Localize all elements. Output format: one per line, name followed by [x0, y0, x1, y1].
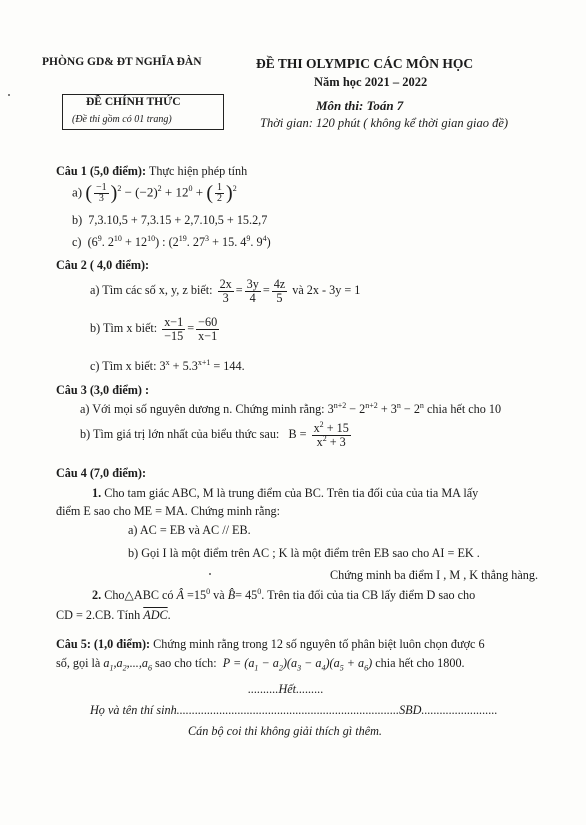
q1-title: Câu 1 (5,0 điểm):	[56, 164, 147, 178]
q5-title: Câu 5: (1,0 điểm):	[56, 637, 151, 651]
q3-b: b) Tìm giá trị lớn nhất của biểu thức sau: B = $\frac{x^2 + 15}{x^2 + 3}$	[80, 419, 349, 449]
q2-a-tail: và 2x - 3y = 1	[292, 283, 361, 298]
q4-p2-text-a: Cho	[104, 588, 125, 602]
q1-a-label: a)	[72, 184, 83, 200]
q4-p2-num: 2.	[92, 588, 102, 602]
q4-p1-num: 1.	[92, 486, 102, 500]
q4-p2-line2: CD = 2.CB. Tính $\overline{ADC}$.	[56, 608, 171, 622]
q4-title: Câu 4 (7,0 điểm):	[56, 466, 147, 480]
official-label: ĐỀ CHÍNH THỨC	[86, 96, 181, 108]
scan-dot	[8, 94, 10, 96]
q4-p2: 2. Cho△ABC có Â $=15^0$ và B̂= $45^0$. Trên tia đối của tia CB lấy điểm D sao cho	[92, 586, 476, 602]
end-mark: ..........Hết.........	[248, 682, 324, 696]
q1-c-label: c)	[72, 235, 82, 249]
q2-c-text: c) Tìm x biết:	[90, 359, 157, 373]
q1-a: a) ( $\frac{-1}{3}$ )$^2 - (-2)^2 + 12^0$ + ( $\frac{1}{2}$ )$^2$	[72, 181, 237, 204]
exam-title: ĐỀ THI OLYMPIC CÁC MÔN HỌC	[256, 56, 474, 71]
candidate-line: Họ và tên thí sinh.........................................................................SBD.........................	[90, 703, 498, 717]
q2-a: a) Tìm các số x, y, z biết: $\frac{2x}{3}$ = $\frac{3y}{4}$ = $\frac{4z}{5}$ và 2x - 3y = 1	[90, 277, 361, 305]
q4-p1-text: Cho tam giác ABC, M là trung điểm của BC. Trên tia đối của của tia MA lấy	[104, 486, 479, 500]
q4-p2-text2: CD = 2.CB. Tính	[56, 608, 141, 622]
q2-c: c) Tìm x biết: $3^x + 5.3^{x+1} = 144$.	[90, 357, 245, 373]
q5-text2b: sao cho tích:	[155, 656, 217, 670]
q1-intro: Thực hiện phép tính	[148, 164, 248, 178]
q3-a: a) Với mọi số nguyên dương n. Chứng minh rằng: $3^{n+2} - 2^{n+2} + 3^n - 2^n$ chia hết cho 10	[80, 400, 502, 416]
school-year: Năm học 2021 – 2022	[314, 75, 428, 89]
q5-line1	[56, 637, 485, 652]
q1-b-label: b)	[72, 213, 83, 227]
q1-heading	[56, 164, 247, 179]
q4-p2-text-c: và	[213, 588, 225, 602]
q4-p1-b2: Chứng minh ba điểm I , M , K thẳng hàng.	[330, 568, 539, 582]
q5-line2: số, gọi là $a_1,a_2,...,a_6$ sao cho tích: $P = (a_1 - a_2)(a_3 - a_4)(a_5 + a_6)$ chia hết cho 1800.	[56, 656, 465, 673]
q3-title: Câu 3 (3,0 điểm) :	[56, 383, 150, 397]
scan-dot	[209, 573, 211, 575]
q1-b-expr: 7,3.10,5 + 7,3.15 + 2,7.10,5 + 15.2,7	[88, 213, 268, 227]
q2-b-text: b) Tìm x biết:	[90, 321, 158, 336]
q3-a-tail: chia hết cho 10	[426, 402, 502, 416]
q5-text2c: chia hết cho 1800.	[375, 656, 465, 670]
q4-p1-b: b) Gọi I là một điểm trên AC ; K là một điểm trên EB sao cho AI = EK .	[128, 546, 480, 560]
q5-text: Chứng minh rằng trong 12 số nguyên tố phân biệt luôn chọn được 6	[153, 637, 485, 651]
q5-text2a: số, gọi là	[56, 656, 101, 670]
q2-title: Câu 2 ( 4,0 điểm):	[56, 258, 150, 272]
pages-note: (Đề thi gồm có 01 trang)	[72, 114, 172, 125]
q2-c-tail: = 144.	[213, 359, 245, 373]
q2-b: b) Tìm x biết: $\frac{x-1}{-15}$ = $\frac{-60}{x-1}$	[90, 315, 218, 343]
q4-p1-a: a) AC = EB và AC // EB.	[128, 523, 251, 537]
q4-p1	[92, 486, 478, 501]
q2-a-text: a) Tìm các số x, y, z biết:	[90, 283, 213, 298]
q4-p2-text-b: ABC có	[133, 588, 174, 602]
supervisor-note: Cán bộ coi thi không giải thích gì thêm.	[188, 724, 382, 738]
office-name: PHÒNG GD& ĐT NGHĨA ĐÀN	[42, 56, 202, 68]
q4-p1-line2: điểm E sao cho ME = MA. Chứng minh rằng:	[56, 504, 281, 518]
q3-b-text: b) Tìm giá trị lớn nhất của biểu thức sau:	[80, 427, 280, 442]
exam-time: Thời gian: 120 phút ( không kể thời gian giao đề)	[260, 116, 509, 130]
q4-p2-text-d: Trên tia đối của tia CB lấy điểm D sao cho	[267, 588, 476, 602]
q1-b	[72, 213, 267, 228]
subject: Môn thi: Toán 7	[316, 98, 404, 113]
q3-a-text: a) Với mọi số nguyên dương n. Chứng minh rằng:	[80, 402, 325, 416]
q1-c: c) ($6^9$. $2^{10} + 12^{10}$) : ($2^{19}$. $27^3 + 15$. $4^9$. $9^4$)	[72, 233, 271, 249]
